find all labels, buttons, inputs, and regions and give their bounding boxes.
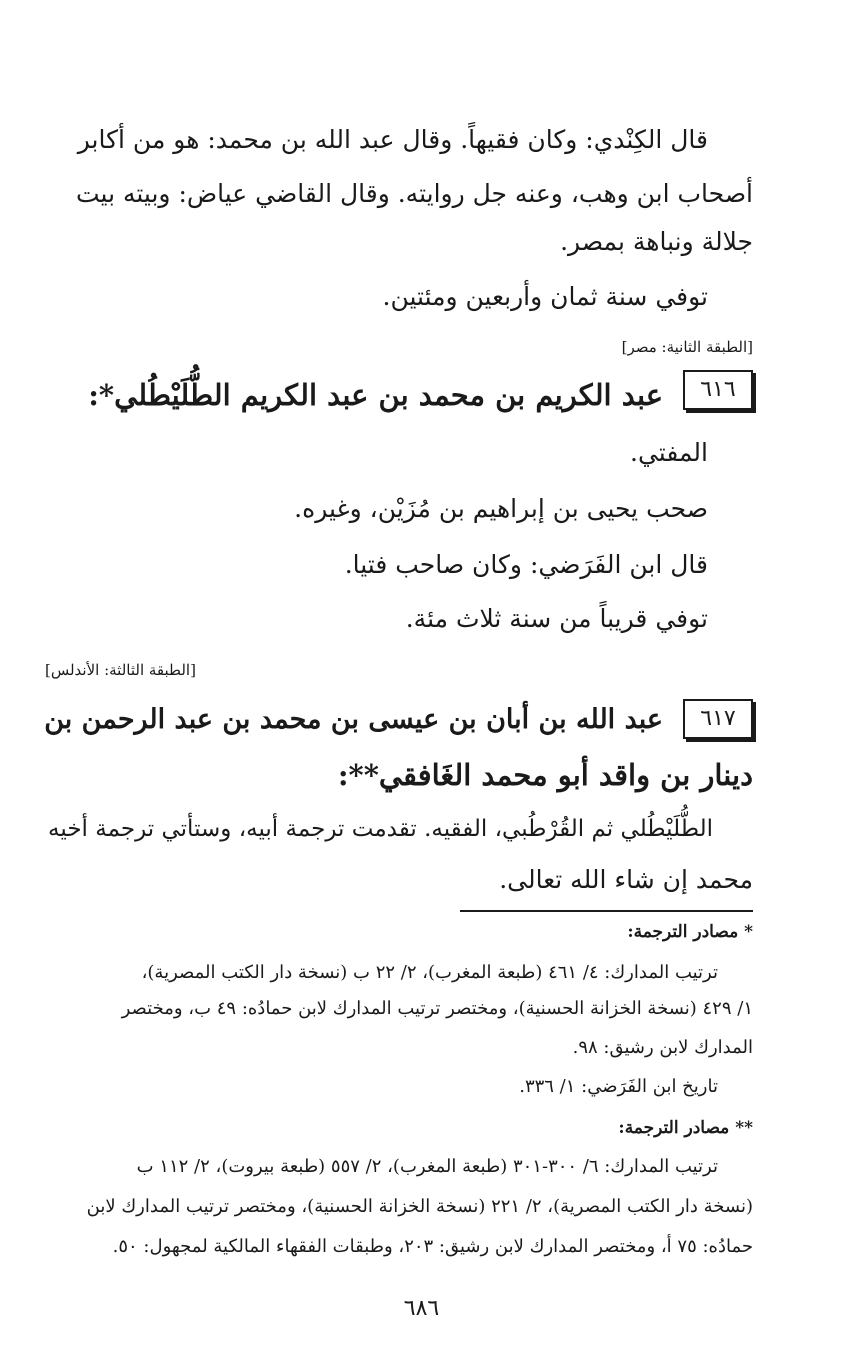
paragraph-line: توفي سنة ثمان وأربعين ومئتين. — [382, 282, 708, 311]
footnote-line: ١/ ٤٢٩ (نسخة الخزانة الحسنية)، ومختصر ترتيب المدارك لابن حمادُه: ٤٩ ب، ومختصر — [121, 998, 753, 1019]
footnote-title: * مصادر الترجمة: — [627, 922, 753, 942]
footnote-line: المدارك لابن رشيق: ٩٨. — [572, 1037, 753, 1058]
footnote-line: تاريخ ابن الفَرَضي: ١/ ٣٣٦. — [519, 1076, 718, 1097]
footnote-line: حمادُه: ٧٥ أ، ومختصر المدارك لابن رشيق: ٢٠٣، وطبقات الفقهاء المالكية لمجهول: ٥٠. — [112, 1236, 753, 1257]
footnote-line: ترتيب المدارك: ٤/ ٤٦١ (طبعة المغرب)، ٢/ ٢٢ ب (نسخة دار الكتب المصرية)، — [141, 962, 718, 983]
tier-label: [الطبقة الثانية: مصر] — [621, 338, 753, 356]
entry-number-box: ٦١٦ — [683, 370, 753, 410]
paragraph-line: الطُّلَيْطُلي ثم القُرْطُبي، الفقيه. تقدمت ترجمة أبيه، وستأتي ترجمة أخيه — [48, 816, 713, 842]
paragraph-line: قال ابن الفَرَضي: وكان صاحب فتيا. — [344, 550, 708, 579]
entry-heading-cont: دينار بن واقد أبو محمد الغَافقي**: — [337, 758, 753, 792]
footnote-line: ترتيب المدارك: ٦/ ٣٠٠-٣٠١ (طبعة المغرب)، ٢/ ٥٥٧ (طبعة بيروت)، ٢/ ١١٢ ب — [136, 1156, 718, 1177]
entry-heading: عبد الله بن أبان بن عيسى بن محمد بن عبد الرحمن بن — [44, 704, 663, 735]
paragraph-line: المفتي. — [630, 438, 708, 467]
entry-heading: عبد الكريم بن محمد بن عبد الكريم الطُّلَيْطُلي*: — [88, 378, 663, 412]
page-number: ٦٨٦ — [403, 1296, 440, 1321]
paragraph-line: توفي قريباً من سنة ثلاث مئة. — [405, 604, 708, 633]
footnote-title: ** مصادر الترجمة: — [618, 1118, 753, 1138]
entry-number-box: ٦١٧ — [683, 699, 753, 739]
tier-label: [الطبقة الثالثة: الأندلس] — [45, 661, 196, 679]
paragraph-line: محمد إن شاء الله تعالى. — [499, 865, 753, 894]
paragraph-line: صحب يحيى بن إبراهيم بن مُزَيْن، وغيره. — [294, 494, 708, 523]
footnote-line: (نسخة دار الكتب المصرية)، ٢/ ٢٢١ (نسخة الخزانة الحسنية)، ومختصر ترتيب المدارك لابن — [86, 1196, 753, 1217]
paragraph-line: أصحاب ابن وهب، وعنه جل روايته. وقال القاضي عياض: وبيته بيت — [75, 179, 753, 208]
paragraph-line: جلالة ونباهة بمصر. — [560, 227, 753, 256]
paragraph-line: قال الكِنْدي: وكان فقيهاً. وقال عبد الله بن محمد: هو من أكابر — [77, 125, 708, 154]
footnote-separator — [460, 910, 753, 912]
